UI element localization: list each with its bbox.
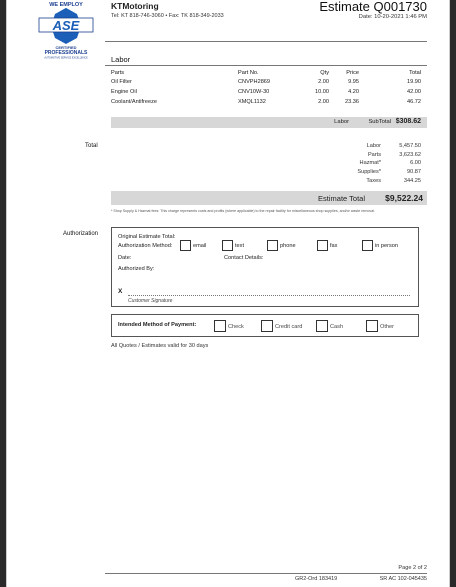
fees-footnote: * Shop Supply & Hazmat fees: This charge represents costs and profits (where applicable) to the repair facility for miscellaneous shop supplies, and/or waste removal.	[111, 209, 376, 213]
in-person-checkbox[interactable]	[362, 240, 373, 251]
col-total: Total	[409, 70, 421, 76]
page-number: Page 2 of 2	[398, 565, 427, 571]
document-title: Estimate Q001730	[319, 0, 427, 14]
summary-label: Supplies*	[357, 169, 381, 176]
summary-row	[321, 152, 421, 161]
signature-x-mark: X	[118, 288, 123, 295]
svg-text:PROFESSIONALS: PROFESSIONALS	[44, 50, 88, 56]
summary-label: Labor	[366, 143, 381, 149]
summary-value: 90.87	[407, 169, 421, 176]
summary-value: 6.00	[410, 160, 421, 167]
auth-method-label: Authorization Method:	[118, 243, 173, 249]
parts-table	[111, 70, 421, 109]
auth-date-label: Date:	[118, 255, 132, 261]
table-row	[111, 89, 421, 99]
estimate-total-bar	[111, 191, 427, 205]
license-number: SR AC 102-045435	[379, 576, 427, 582]
svg-text:AUTOMOTIVE SERVICE EXCELLENCE: AUTOMOTIVE SERVICE EXCELLENCE	[44, 56, 88, 60]
part-name: Engine Oil	[111, 89, 137, 95]
summary-value: 3,623.62	[399, 151, 421, 158]
table-row	[111, 99, 421, 109]
part-price: 4.20	[348, 89, 359, 95]
payment-method-box	[111, 314, 419, 337]
part-number: CNV10W-30	[238, 89, 270, 95]
col-qty: Qty	[320, 70, 329, 76]
signature-caption: Customer Signature	[128, 298, 173, 304]
credit-card-checkbox[interactable]	[261, 320, 273, 332]
payment-label: Cash	[330, 324, 344, 330]
payment-label: Credit card	[275, 324, 303, 330]
summary-value: 344.25	[403, 177, 421, 184]
method-label: phone	[280, 243, 296, 249]
ase-logo	[31, 0, 101, 60]
estimate-total-value: $9,522.24	[385, 193, 423, 203]
part-total: 19.90	[407, 79, 421, 85]
original-total-label: Original Estimate Total:	[118, 234, 176, 240]
subtotal-label: SubTotal	[368, 119, 391, 125]
parts-table-header	[111, 70, 421, 79]
method-label: fax	[330, 243, 338, 249]
part-qty: 10.00	[315, 89, 329, 95]
labor-section-title: Labor	[111, 55, 131, 64]
summary-row	[321, 178, 421, 187]
totals-summary	[321, 143, 421, 186]
payment-method-label: Intended Method of Payment:	[118, 322, 197, 328]
labor-divider	[105, 65, 427, 66]
method-label: text	[235, 243, 245, 249]
method-label: email	[193, 243, 207, 249]
footer-divider	[105, 573, 427, 574]
col-part-no: Part No.	[238, 70, 259, 76]
fax-checkbox[interactable]	[317, 240, 328, 251]
summary-label: Parts	[367, 151, 381, 158]
company-name: KTMotoring	[111, 1, 159, 11]
authorized-by-label: Authorized By:	[118, 266, 155, 272]
part-total: 46.72	[407, 99, 421, 105]
summary-row	[321, 169, 421, 178]
summary-value: 5,457.50	[399, 143, 421, 149]
summary-label: Hazmat*	[359, 160, 381, 167]
part-price: 23.36	[345, 99, 359, 105]
svg-text:ASE: ASE	[52, 18, 80, 33]
header-divider	[105, 41, 427, 42]
part-name: Oil Filter	[111, 79, 132, 85]
part-qty: 2.00	[318, 79, 329, 85]
cash-checkbox[interactable]	[316, 320, 328, 332]
payment-label: Check	[228, 324, 244, 330]
table-row	[111, 79, 421, 89]
part-name: Coolant/Antifreeze	[111, 99, 158, 105]
col-price: Price	[346, 70, 359, 76]
summary-row	[321, 143, 421, 152]
summary-label: Taxes	[366, 177, 381, 184]
phone-checkbox[interactable]	[267, 240, 278, 251]
authorization-box	[111, 227, 419, 307]
svg-text:WE EMPLOY: WE EMPLOY	[49, 2, 83, 8]
authorization-label: Authorization	[63, 231, 99, 237]
estimate-page	[6, 0, 450, 587]
document-date: Date: 10-20-2021 1:46 PM	[358, 14, 427, 20]
labor-bar-label: Labor	[334, 119, 349, 125]
col-parts: Parts	[111, 70, 125, 76]
estimate-total-label: Estimate Total	[318, 194, 365, 203]
contact-details-label: Contact Details:	[224, 255, 264, 261]
signature-line[interactable]	[128, 295, 410, 296]
validity-note: All Quotes / Estimates valid for 30 days	[111, 343, 209, 349]
svg-text:CERTIFIED: CERTIFIED	[55, 45, 77, 50]
labor-subtotal-bar	[111, 117, 427, 128]
email-checkbox[interactable]	[180, 240, 191, 251]
text-checkbox[interactable]	[222, 240, 233, 251]
part-number: XMQL1132	[238, 99, 266, 105]
summary-row	[321, 160, 421, 169]
method-label: in person	[375, 243, 399, 249]
other-checkbox[interactable]	[366, 320, 378, 332]
part-total: 42.00	[407, 89, 421, 95]
part-number: CNVPH2869	[238, 79, 271, 85]
part-qty: 2.00	[318, 99, 329, 105]
company-contact: Tel: KT 818-746-3060 • Fax: TK 818-349-2033	[111, 13, 224, 19]
part-price: 9.95	[348, 79, 359, 85]
payment-label: Other	[380, 324, 394, 330]
subtotal-value: $308.62	[395, 118, 421, 125]
check-checkbox[interactable]	[214, 320, 226, 332]
total-section-label: Total	[85, 143, 98, 149]
order-number: GR2-Ord 183419	[295, 576, 338, 582]
